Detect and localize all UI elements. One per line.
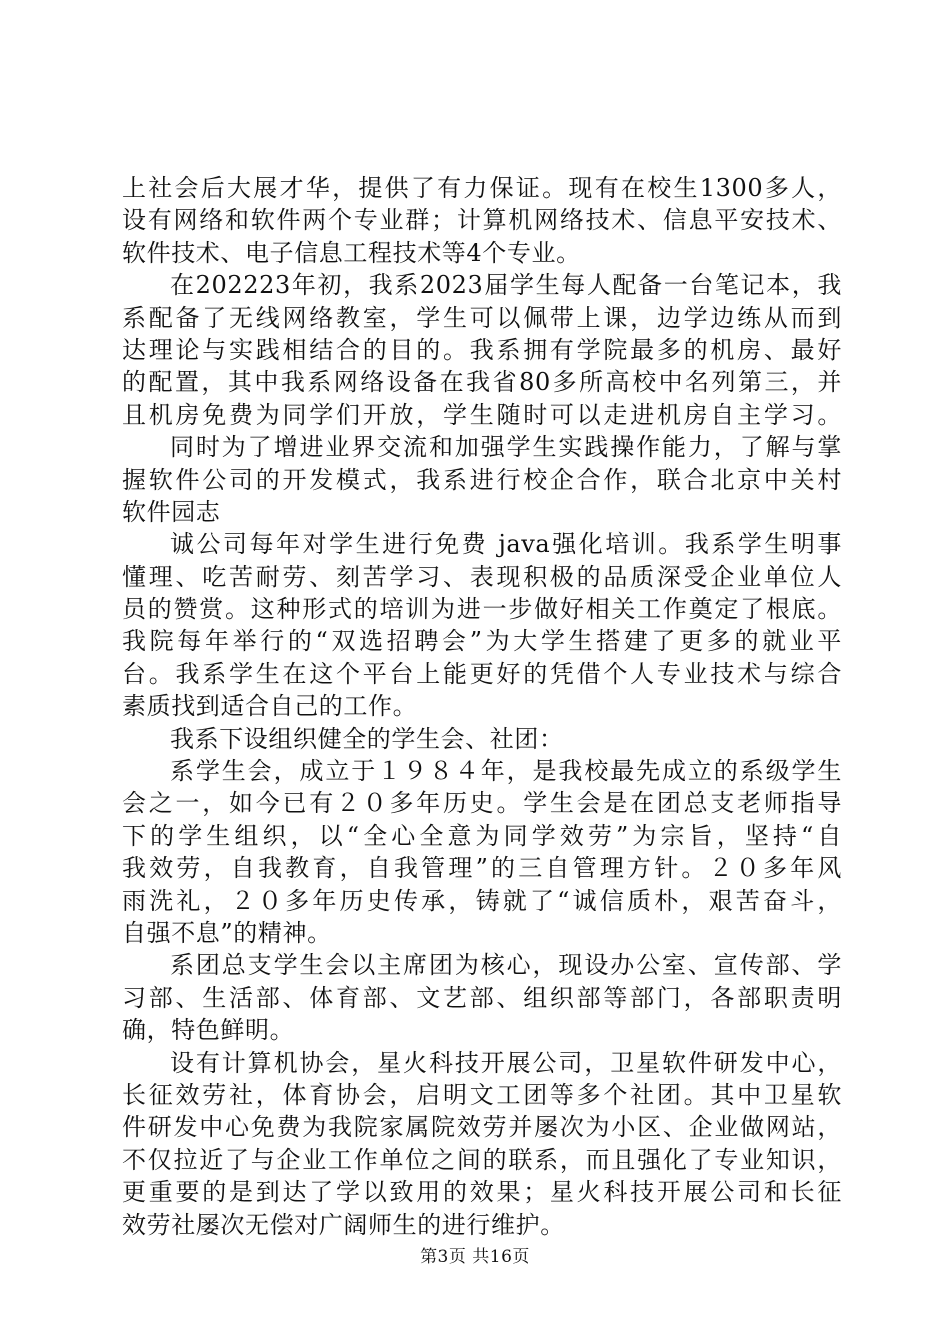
text-line: 握软件公司的开发模式，我系进行校企合作，联合北京中关村 (122, 465, 842, 494)
text-line: 设有计算机协会，星火科技开展公司，卫星软件研发中心， (170, 1048, 842, 1077)
text-line: 长征效劳社，体育协会，启明文工团等多个社团。其中卫星软 (122, 1080, 842, 1109)
text-line: 件研发中心免费为我院家属院效劳并屡次为小区、企业做网站， (122, 1113, 842, 1142)
text-line: 更重要的是到达了学以致用的效果；星火科技开展公司和长征 (122, 1178, 842, 1207)
text-line: 系配备了无线网络教室，学生可以佩带上课，边学边练从而到 (122, 303, 842, 332)
text-line: 软件园志 (122, 497, 221, 526)
page-footer: 第3页 共16页 (420, 1247, 530, 1267)
text-line: 达理论与实践相结合的目的。我系拥有学院最多的机房、最好 (122, 335, 842, 364)
text-line: 员的赞赏。这种形式的培训为进一步做好相关工作奠定了根底。 (122, 595, 842, 624)
text-line: 会之一，如今已有２０多年历史。学生会是在团总支老师指导 (122, 789, 842, 818)
text-line: 系学生会，成立于１９８４年，是我校最先成立的系级学生 (170, 757, 842, 786)
text-line: 系团总支学生会以主席团为核心，现设办公室、宣传部、学 (170, 951, 842, 980)
text-line: 我效劳，自我教育，自我管理”的三自管理方针。２０多年风 (122, 854, 842, 883)
text-line: 上社会后大展才华，提供了有力保证。现有在校生1300多人， (122, 174, 842, 202)
text-line: 且机房免费为同学们开放，学生随时可以走进机房自主学习。 (122, 400, 842, 429)
document-body (122, 172, 842, 1241)
text-line: 诚公司每年对学生进行免费 java强化培训。我系学生明事 (170, 530, 842, 559)
text-line: 设有网络和软件两个专业群；计算机网络技术、信息平安技术、 (122, 206, 842, 235)
text-line: 素质找到适合自己的工作。 (122, 692, 418, 721)
text-line: 习部、生活部、体育部、文艺部、组织部等部门，各部职责明 (122, 983, 842, 1012)
text-line: 效劳社屡次无偿对广阔师生的进行维护。 (122, 1210, 565, 1239)
text-line: 自强不息”的精神。 (122, 918, 332, 947)
text-line: 在202223年初，我系2023届学生每人配备一台笔记本，我 (170, 271, 842, 300)
text-line: 的配置，其中我系网络设备在我省80多所高校中名列第三，并 (122, 368, 842, 397)
text-line: 我院每年举行的“双选招聘会”为大学生搭建了更多的就业平 (122, 627, 842, 656)
text-line: 确，特色鲜明。 (122, 1016, 295, 1045)
text-line: 懂理、吃苦耐劳、刻苦学习、表现积极的品质深受企业单位人 (122, 562, 842, 591)
text-line: 我系下设组织健全的学生会、社团： (170, 724, 564, 753)
text-line: 下的学生组织，以“全心全意为同学效劳”为宗旨，坚持“自 (122, 821, 842, 850)
text-line: 不仅拉近了与企业工作单位之间的联系，而且强化了专业知识， (122, 1145, 842, 1174)
text-line: 雨洗礼，２０多年历史传承，铸就了“诚信质朴，艰苦奋斗， (122, 886, 842, 915)
text-line: 软件技术、电子信息工程技术等4个专业。 (122, 238, 581, 267)
text-line: 台。我系学生在这个平台上能更好的凭借个人专业技术与综合 (122, 659, 842, 688)
text-line: 同时为了增进业界交流和加强学生实践操作能力，了解与掌 (170, 433, 842, 462)
